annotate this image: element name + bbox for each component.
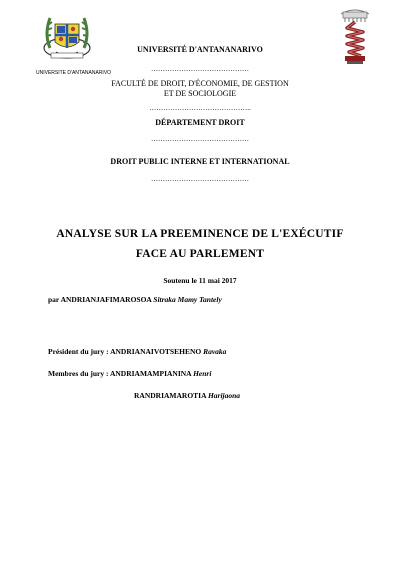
separator-dots-4: …………………………………… (151, 175, 249, 183)
seal-caption: UNIVERSITE D'ANTANANARIVO (36, 70, 112, 76)
faculty-emblem-icon (335, 4, 375, 66)
jury-members-label: Membres du jury : ANDRIAMAMPIANINA (48, 369, 192, 378)
separator-dots-1: …………………………………… (151, 65, 249, 73)
separator-dots-2: …………………………………….. (149, 104, 251, 112)
jury-president-given: Ravaka (203, 347, 227, 356)
jury-member-2-given: Harijaona (207, 391, 241, 400)
separator-dots-3: …………………………………… (151, 135, 249, 143)
jury-member-2-line (134, 391, 240, 401)
faculty-line-1: FACULTÉ DE DROIT, D'ÉCONOMIE, DE GESTION (111, 79, 289, 88)
author-surname: par ANDRIANJAFIMAROSOA (48, 295, 152, 304)
university-seal-logo (38, 8, 96, 66)
thesis-title-line-2: FACE AU PARLEMENT (135, 248, 265, 260)
university-seal-icon (38, 8, 96, 66)
author-given-name: Sitraka Mamy Tantely (153, 295, 222, 304)
department-name: DÉPARTEMENT DROIT (155, 118, 245, 127)
jury-member-2-surname: RANDRIAMAROTIA (134, 391, 207, 400)
thesis-title-line-1: ANALYSE SUR LA PREEMINENCE DE L'EXÉCUTIF (56, 228, 344, 240)
program-name: DROIT PUBLIC INTERNE ET INTERNATIONAL (110, 157, 290, 166)
jury-president-line (48, 347, 226, 357)
defense-date: Soutenu le 11 mai 2017 (163, 276, 237, 285)
jury-members-line (48, 369, 211, 379)
faculty-line-2: ET DE SOCIOLOGIE (163, 89, 237, 98)
author-line (48, 295, 222, 305)
faculty-emblem-logo (335, 4, 375, 66)
jury-member-1-given: Henri (193, 369, 212, 378)
university-name: UNIVERSITÉ D'ANTANANARIVO (137, 45, 263, 54)
jury-president-label: Président du jury : ANDRIANAIVOTSEHENO (48, 347, 202, 356)
